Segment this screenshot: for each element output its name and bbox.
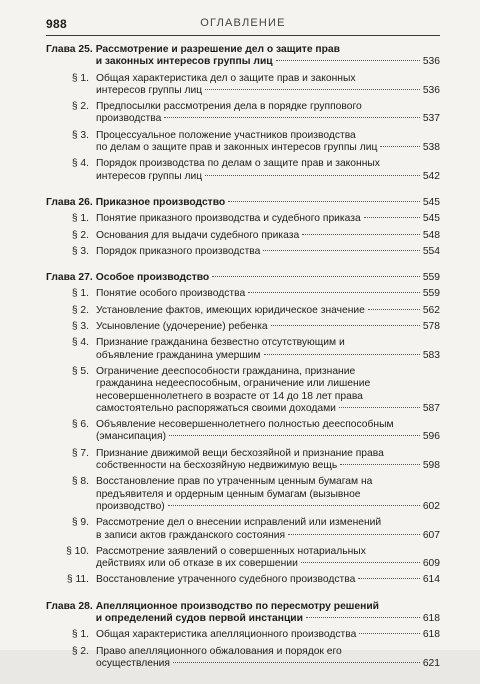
section-title-line	[96, 378, 440, 390]
section-number: § 4.	[71, 337, 89, 349]
section-page-number: 596	[422, 431, 440, 443]
section-title-text: Установление фактов, имеющих юридическое значение	[96, 304, 365, 316]
dot-leader	[205, 175, 420, 176]
section-title-text: действиях или об отказе в их совершении	[96, 558, 298, 570]
section-number: § 6.	[71, 419, 89, 431]
section-number: § 4.	[71, 158, 89, 170]
section-number: § 2.	[71, 304, 89, 316]
chapter-title-line	[96, 613, 440, 625]
section-title-line	[96, 321, 440, 333]
section-title-text: производство)	[96, 500, 165, 512]
page-header	[46, 17, 440, 36]
section-title-text: по делам о защите прав и законных интересов группы лиц	[96, 142, 378, 154]
section-title-line	[96, 366, 440, 378]
section-number: § 3.	[71, 245, 89, 257]
section-number: § 2.	[71, 101, 89, 113]
dot-leader	[169, 435, 420, 436]
chapter-title-line	[96, 272, 440, 284]
toc-section-entry[interactable]	[46, 305, 440, 317]
toc-section-entry[interactable]	[46, 321, 440, 333]
section-title-line	[96, 142, 440, 154]
section-title-line	[96, 501, 440, 513]
toc-section-entry[interactable]	[46, 73, 440, 98]
dot-leader	[306, 617, 420, 618]
toc-section-entry[interactable]	[46, 101, 440, 126]
toc-section-entry[interactable]	[46, 246, 440, 258]
section-title-line	[96, 558, 440, 570]
dot-leader	[302, 234, 420, 235]
section-title-line	[96, 431, 440, 443]
section-title-line	[96, 460, 440, 472]
chapter-title	[96, 197, 440, 209]
section-title	[96, 448, 440, 473]
section-title	[96, 517, 440, 542]
section-title-text: Признание гражданина безвестно отсутствующим и	[96, 337, 345, 349]
section-number: § 1.	[71, 72, 89, 84]
dot-leader	[205, 89, 420, 90]
section-title	[96, 629, 440, 641]
section-title-text: Право апелляционного обжалования и порядок его	[96, 645, 342, 657]
section-page-number: 545	[422, 213, 440, 225]
section-title-line	[96, 403, 440, 415]
section-title-text: Ограничение дееспособности гражданина, признание	[96, 365, 356, 377]
running-head: ОГЛАВЛЕНИЕ	[200, 17, 286, 29]
dot-leader	[248, 292, 420, 293]
section-number: § 1.	[71, 213, 89, 225]
section-title	[96, 213, 440, 225]
section-title	[96, 366, 440, 415]
section-title-text: Порядок производства по делам о защите прав и законных	[96, 158, 380, 170]
chapter-page-number: 536	[422, 56, 440, 68]
chapter-page-number: 618	[422, 612, 440, 624]
section-title-line	[96, 646, 440, 658]
chapter-page-number: 559	[422, 272, 440, 284]
toc-section-entry[interactable]	[46, 130, 440, 155]
toc-chapter	[46, 197, 440, 258]
dot-leader	[364, 217, 420, 218]
section-title	[96, 546, 440, 571]
section-title-text: (эмансипация)	[96, 431, 167, 443]
toc-section-entry[interactable]	[46, 419, 440, 444]
chapter-heading[interactable]	[46, 197, 440, 209]
toc-section-entry[interactable]	[46, 574, 440, 586]
section-page-number: 578	[422, 321, 440, 333]
toc-chapter	[46, 44, 440, 183]
section-number: § 1.	[71, 288, 89, 300]
chapter-label: Глава 27.	[46, 272, 93, 284]
section-number: § 8.	[71, 476, 89, 488]
chapter-title-line	[96, 56, 440, 68]
section-page-number: 538	[422, 142, 440, 154]
section-page-number: 598	[422, 460, 440, 472]
chapter-title-line	[96, 44, 440, 56]
section-title-text: самостоятельно распоряжаться своими доходами	[96, 402, 336, 414]
dot-leader	[168, 505, 420, 506]
dot-leader	[288, 534, 420, 535]
toc-section-entry[interactable]	[46, 629, 440, 641]
section-title-line	[96, 113, 440, 125]
section-number: § 3.	[71, 321, 89, 333]
section-title-line	[96, 130, 440, 142]
chapter-heading[interactable]	[46, 272, 440, 284]
chapter-title-line	[96, 197, 440, 209]
section-page-number: 537	[422, 113, 440, 125]
section-title-text: гражданина недееспособным, ограничение или лишение	[96, 378, 371, 390]
section-title-text: в записи актов гражданского состояния	[96, 529, 286, 541]
section-title-text: осуществления	[96, 657, 170, 669]
section-title-text: Восстановление прав по утраченным ценным бумагам на	[96, 476, 373, 488]
dot-leader	[358, 578, 419, 579]
section-title-text: производства	[96, 113, 162, 125]
section-title-text: собственности на бесхозяйную недвижимую вещь	[96, 460, 338, 472]
section-title-line	[96, 213, 440, 225]
section-title-line	[96, 85, 440, 97]
section-number: § 11.	[66, 574, 89, 586]
section-title-line	[96, 158, 440, 170]
chapter-label: Глава 26.	[46, 196, 93, 208]
section-page-number: 542	[422, 170, 440, 182]
dot-leader	[264, 354, 420, 355]
dot-leader	[359, 633, 420, 634]
dot-leader	[340, 464, 420, 465]
toc-section-entry[interactable]	[46, 476, 440, 513]
section-number: § 5.	[71, 365, 89, 377]
chapter-label: Глава 25.	[46, 44, 93, 55]
section-title-line	[96, 658, 440, 670]
section-title-line	[96, 489, 440, 501]
section-title-line	[96, 574, 440, 586]
dot-leader	[301, 562, 420, 563]
toc-section-entry[interactable]	[46, 337, 440, 362]
section-page-number: 559	[422, 288, 440, 300]
section-title	[96, 646, 440, 671]
chapter-title	[96, 272, 440, 284]
section-title-text: Восстановление утраченного судебного производства	[96, 574, 356, 586]
toc-chapter	[46, 272, 440, 587]
toc-section-entry[interactable]	[46, 448, 440, 473]
section-page-number: 587	[422, 402, 440, 414]
section-title	[96, 305, 440, 317]
section-number: § 10.	[66, 545, 89, 557]
section-page-number: 562	[422, 304, 440, 316]
section-title-line	[96, 517, 440, 529]
dot-leader	[263, 250, 419, 251]
chapter-title-text: Апелляционное производство по пересмотру решений	[95, 600, 379, 612]
section-title	[96, 158, 440, 183]
section-title-text: предъявителя и ордерным ценным бумагам (вызывное	[96, 488, 361, 500]
section-title-line	[96, 448, 440, 460]
section-title-line	[96, 391, 440, 403]
dot-leader	[380, 146, 419, 147]
dot-leader	[212, 276, 420, 277]
dot-leader	[173, 662, 420, 663]
section-title	[96, 476, 440, 513]
section-title-text: несовершеннолетнего в возрасте от 14 до 18 лет права	[96, 390, 363, 402]
section-title-text: интересов группы лиц	[96, 170, 203, 182]
section-page-number: 583	[422, 349, 440, 361]
dot-leader	[276, 60, 420, 61]
chapter-label: Глава 28.	[46, 600, 93, 612]
toc-chapter	[46, 601, 440, 670]
section-title-line	[96, 101, 440, 113]
dot-leader	[368, 309, 420, 310]
section-title-text: Общая характеристика дел о защите прав и законных	[96, 72, 356, 84]
chapter-title-text: Рассмотрение и разрешение дел о защите прав	[95, 44, 340, 55]
dot-leader	[164, 117, 420, 118]
section-title-line	[96, 629, 440, 641]
section-page-number: 536	[422, 84, 440, 96]
section-title	[96, 101, 440, 126]
section-title-line	[96, 530, 440, 542]
toc-section-entry[interactable]	[46, 230, 440, 242]
dot-leader	[271, 325, 420, 326]
section-title	[96, 73, 440, 98]
section-title-text: Основания для выдачи судебного приказа	[96, 229, 300, 241]
section-title	[96, 246, 440, 258]
section-title-text: Общая характеристика апелляционного производства	[96, 629, 357, 641]
section-page-number: 609	[422, 558, 440, 570]
section-title-text: Предпосылки рассмотрения дела в порядке группового	[96, 101, 362, 113]
section-page-number: 607	[422, 529, 440, 541]
section-page-number: 618	[422, 629, 440, 641]
section-page-number: 614	[422, 574, 440, 586]
section-title-text: Объявление несовершеннолетнего полностью дееспособным	[96, 419, 394, 431]
section-title-text: интересов группы лиц	[96, 84, 203, 96]
section-number: § 9.	[71, 517, 89, 529]
section-number: § 3.	[71, 129, 89, 141]
toc-section-entry[interactable]	[46, 546, 440, 571]
section-title	[96, 337, 440, 362]
toc-section-entry[interactable]	[46, 213, 440, 225]
chapter-heading[interactable]	[46, 44, 440, 69]
section-title-line	[96, 546, 440, 558]
section-title-text: Рассмотрение дел о внесении исправлений или изменений	[96, 517, 382, 529]
page-number: 988	[46, 17, 67, 31]
section-title-line	[96, 419, 440, 431]
section-title	[96, 419, 440, 444]
toc-section-entry[interactable]	[46, 158, 440, 183]
chapter-title-text: и законных интересов группы лиц	[95, 56, 273, 68]
section-title-text: объявление гражданина умершим	[96, 349, 261, 361]
section-number: § 2.	[71, 229, 89, 241]
toc-section-entry[interactable]	[46, 517, 440, 542]
section-page-number: 554	[422, 245, 440, 257]
section-title-text: Признание движимой вещи бесхозяйной и признание права	[96, 447, 384, 459]
section-title-text: Понятие особого производства	[96, 288, 246, 300]
section-title-line	[96, 230, 440, 242]
chapter-heading[interactable]	[46, 601, 440, 626]
dot-leader	[339, 407, 420, 408]
section-page-number: 548	[422, 229, 440, 241]
chapter-title-line	[96, 601, 440, 613]
section-title	[96, 321, 440, 333]
section-title-line	[96, 337, 440, 349]
section-title-text: Усыновление (удочерение) ребенка	[96, 321, 268, 333]
section-number: § 1.	[71, 629, 89, 641]
section-page-number: 621	[422, 657, 440, 669]
toc-section-entry[interactable]	[46, 288, 440, 300]
section-title-line	[96, 73, 440, 85]
section-title	[96, 574, 440, 586]
table-of-contents	[46, 44, 440, 684]
section-title-line	[96, 288, 440, 300]
section-number: § 2.	[71, 645, 89, 657]
section-title-text: Понятие приказного производства и судебного приказа	[96, 213, 361, 225]
chapter-title-text: и определений судов первой инстанции	[95, 612, 303, 624]
section-title-line	[96, 246, 440, 258]
chapter-title-text: Приказное производство	[95, 196, 226, 208]
section-title	[96, 230, 440, 242]
section-title-text: Процессуальное положение участников производства	[96, 129, 356, 141]
section-title-line	[96, 476, 440, 488]
chapter-title	[96, 601, 440, 626]
section-title-line	[96, 350, 440, 362]
section-title	[96, 288, 440, 300]
chapter-title-text: Особое производство	[95, 272, 210, 284]
section-title-text: Рассмотрение заявлений о совершенных нотариальных	[96, 545, 366, 557]
dot-leader	[228, 201, 420, 202]
chapter-page-number: 545	[422, 196, 440, 208]
section-page-number: 602	[422, 500, 440, 512]
section-title	[96, 130, 440, 155]
section-title-text: Порядок приказного производства	[96, 245, 261, 257]
chapter-title	[96, 44, 440, 69]
section-title-line	[96, 305, 440, 317]
section-title-line	[96, 171, 440, 183]
toc-section-entry[interactable]	[46, 366, 440, 415]
section-number: § 7.	[71, 447, 89, 459]
toc-section-entry[interactable]	[46, 646, 440, 671]
